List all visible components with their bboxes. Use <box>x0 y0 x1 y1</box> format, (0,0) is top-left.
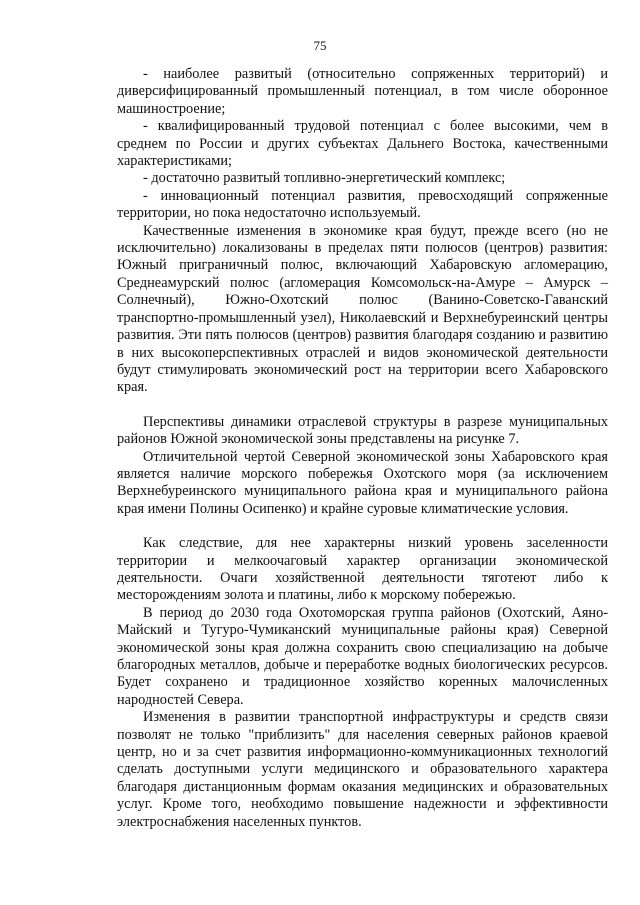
paragraph-bullet-3: - достаточно развитый топливно-энергетический комплекс; <box>143 170 506 187</box>
paragraph-okhotsk-group: В период до 2030 года Охотоморская группа районов (Охотский, Аяно-Майский и Тугуро-Чумиканский муниципальные районы края) Северной экономической зоны края должна сохранить свою специализацию на добыче благородных металлов, добыче и переработке водных биологических ресурсов. Будет сохранено и традиционное хозяйство коренных малочисленных народностей Севера. <box>117 604 608 708</box>
paragraph-bullet-2: - квалифицированный трудовой потенциал с более высокими, чем в среднем по России и других субъектах Дальнего Востока, качественными характеристиками; <box>117 118 608 170</box>
paragraph-settlement: Как следствие, для нее характерны низкий уровень заселенности территории и мелкоочаговый характер организации экономической деятельности. Очаги хозяйственной деятельности тяготеют либо к месторождениям золота и платины, либо к морскому побережью. <box>117 535 608 604</box>
paragraph-northern-zone: Отличительной чертой Северной экономической зоны Хабаровского края является наличие морского побережья Охотского моря (за исключением Верхнебуреинского муниципального района края и муниципального района края имени Полины Осипенко) и крайне суровые климатические условия. <box>117 448 608 517</box>
paragraph-figure-reference: Перспективы динамики отраслевой структуры в разрезе муниципальных районов Южной экономической зоны представлены на рисунке 7. <box>117 413 608 448</box>
paragraph-bullet-1: - наиболее развитый (относительно сопряженных территорий) и диверсифицированный промышленный потенциал, в том числе оборонное машиностроение; <box>117 66 608 117</box>
paragraph-bullet-4: - инновационный потенциал развития, превосходящий сопряженные территории, но пока недостаточно используемый. <box>117 187 608 222</box>
paragraph-infrastructure: Изменения в развитии транспортной инфраструктуры и средств связи позволят не только "приблизить" для населения северных районов краевой центр, но и за счет развития информационно-коммуникационных технологий сделать доступными услуги медицинского и образовательного характера благодаря дистанционным формам оказания медицинских и образовательных услуг. Кроме того, необходимо повышение надежности и эффективности электроснабжения населенных пунктов. <box>117 709 608 830</box>
page-number: 75 <box>313 38 327 53</box>
paragraph-growth-poles: Качественные изменения в экономике края будут, прежде всего (но не исключительно) локализованы в пределах пяти полюсов (центров) развития: Южный приграничный полюс, включающий Хабаровскую агломерацию, Среднеамурский полюс (агломерация Комсомольск-на-Амуре – Амурск – Солнечный), Южно-Охотский полюс (Ванино-Советско-Гаванский транспортно-промышленный узел), Николаевский и Верхнебуреинский центры развития. Эти пять полюсов (центров) развития благодаря созданию и развитию в них высокоперспективных отраслей и видов экономической деятельности будут стимулировать экономический рост на территории всего Хабаровского края. <box>117 222 608 396</box>
body-text <box>117 66 608 831</box>
